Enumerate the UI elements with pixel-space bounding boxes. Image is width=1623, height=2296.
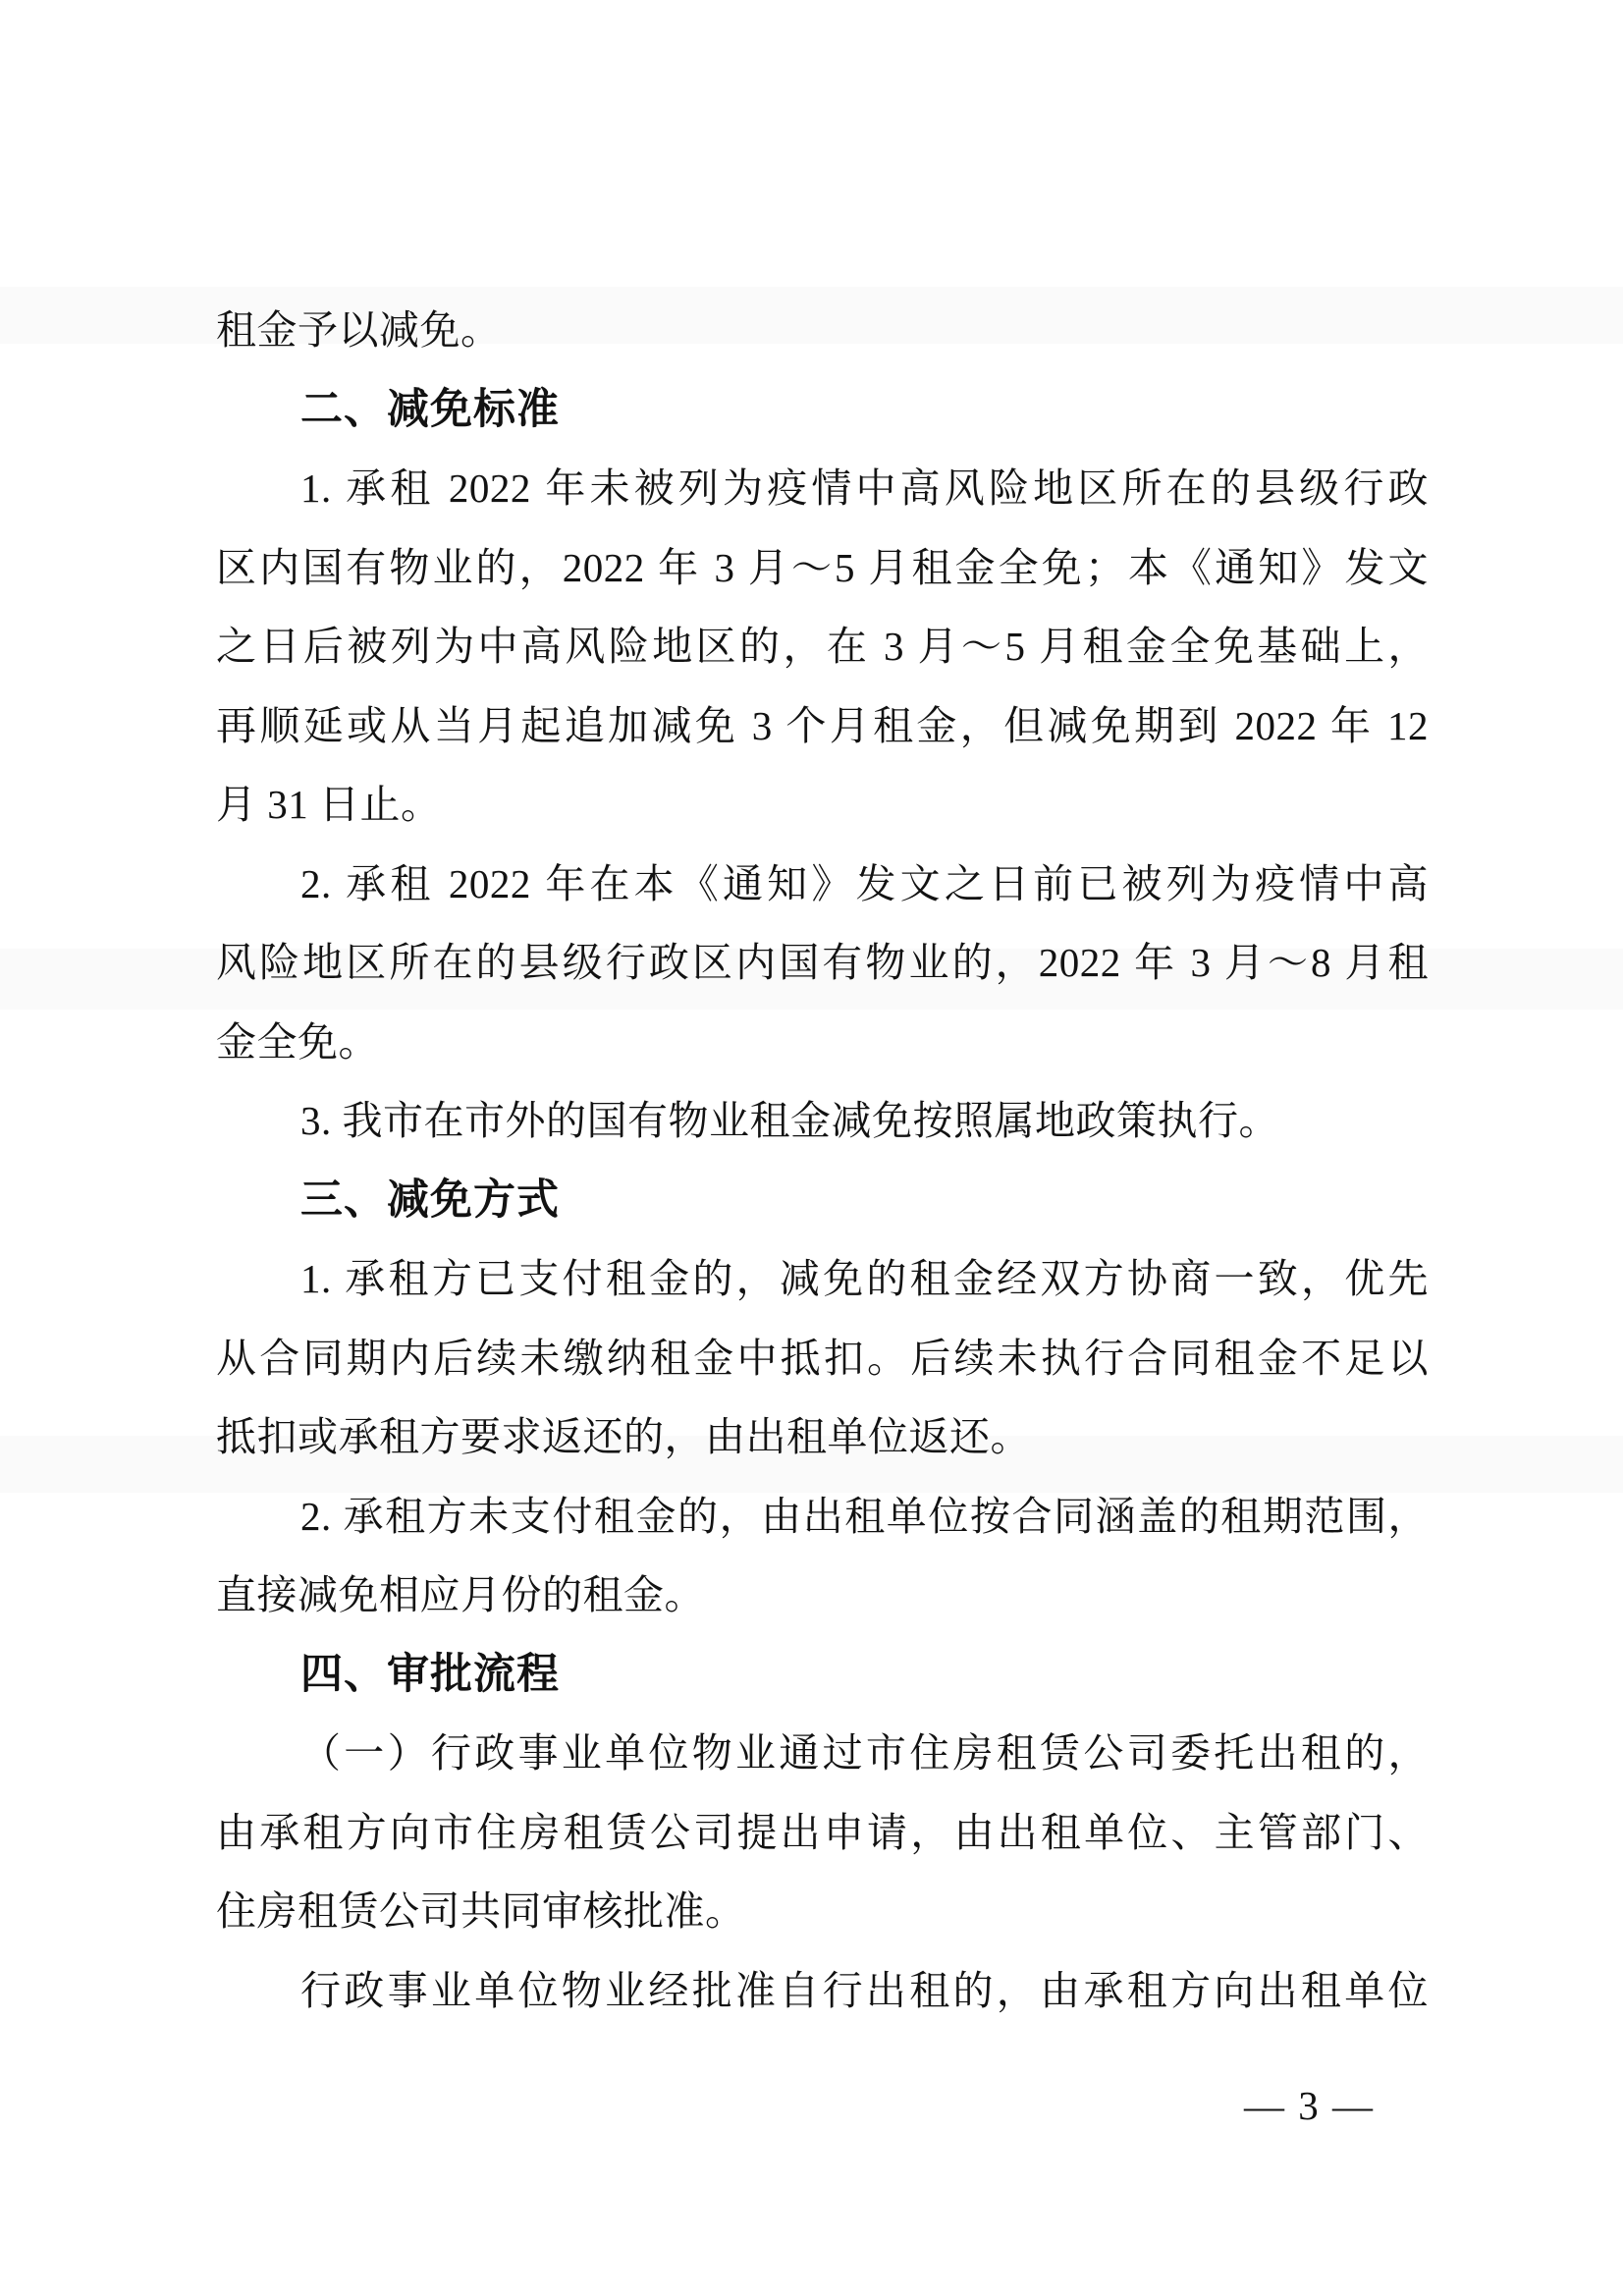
document-line: 区内国有物业的，2022 年 3 月～5 月租金全免；本《通知》发文 bbox=[216, 544, 1429, 590]
document-line: 金全免。 bbox=[216, 1018, 379, 1065]
document-line: 直接减免相应月份的租金。 bbox=[216, 1572, 705, 1617]
document-line: 二、减免标准 bbox=[300, 385, 560, 433]
document-body bbox=[216, 291, 1429, 2030]
document-line: （一）行政事业单位物业通过市住房租赁公司委托出租的， bbox=[300, 1730, 1429, 1776]
document-line: 抵扣或承租方要求返还的，由出租单位返还。 bbox=[216, 1414, 1031, 1459]
document-line: 2. 承租 2022 年在本《通知》发文之日前已被列为疫情中高 bbox=[300, 860, 1429, 906]
document-line: 行政事业单位物业经批准自行出租的，由承租方向出租单位 bbox=[300, 1967, 1429, 2013]
document-line: 四、审批流程 bbox=[300, 1650, 560, 1698]
document-line: 由承租方向市住房租赁公司提出申请，由出租单位、主管部门、 bbox=[216, 1809, 1429, 1855]
document-line: 之日后被列为中高风险地区的，在 3 月～5 月租金全免基础上， bbox=[216, 624, 1429, 669]
document-line: 再顺延或从当月起追加减免 3 个月租金，但减免期到 2022 年 12 bbox=[216, 702, 1429, 748]
document-line: 三、减免方式 bbox=[300, 1175, 560, 1224]
document-line: 2. 承租方未支付租金的，由出租单位按合同涵盖的租期范围， bbox=[300, 1493, 1429, 1539]
document-line: 月 31 日止。 bbox=[216, 782, 442, 827]
document-line: 住房租赁公司共同审核批准。 bbox=[216, 1888, 746, 1934]
document-line: 1. 承租方已支付租金的，减免的租金经双方协商一致，优先 bbox=[300, 1256, 1429, 1301]
document-line: 3. 我市在市外的国有物业租金减免按照属地政策执行。 bbox=[300, 1098, 1279, 1143]
document-line: 风险地区所在的县级行政区内国有物业的，2022 年 3 月～8 月租 bbox=[216, 940, 1429, 985]
document-line: 1. 承租 2022 年未被列为疫情中高风险地区所在的县级行政 bbox=[300, 465, 1429, 511]
page-number: — 3 — bbox=[1244, 2083, 1375, 2128]
document-line: 从合同期内后续未缴纳租金中抵扣。后续未执行合同租金不足以 bbox=[216, 1335, 1429, 1381]
document-line: 租金予以减免。 bbox=[216, 307, 502, 353]
